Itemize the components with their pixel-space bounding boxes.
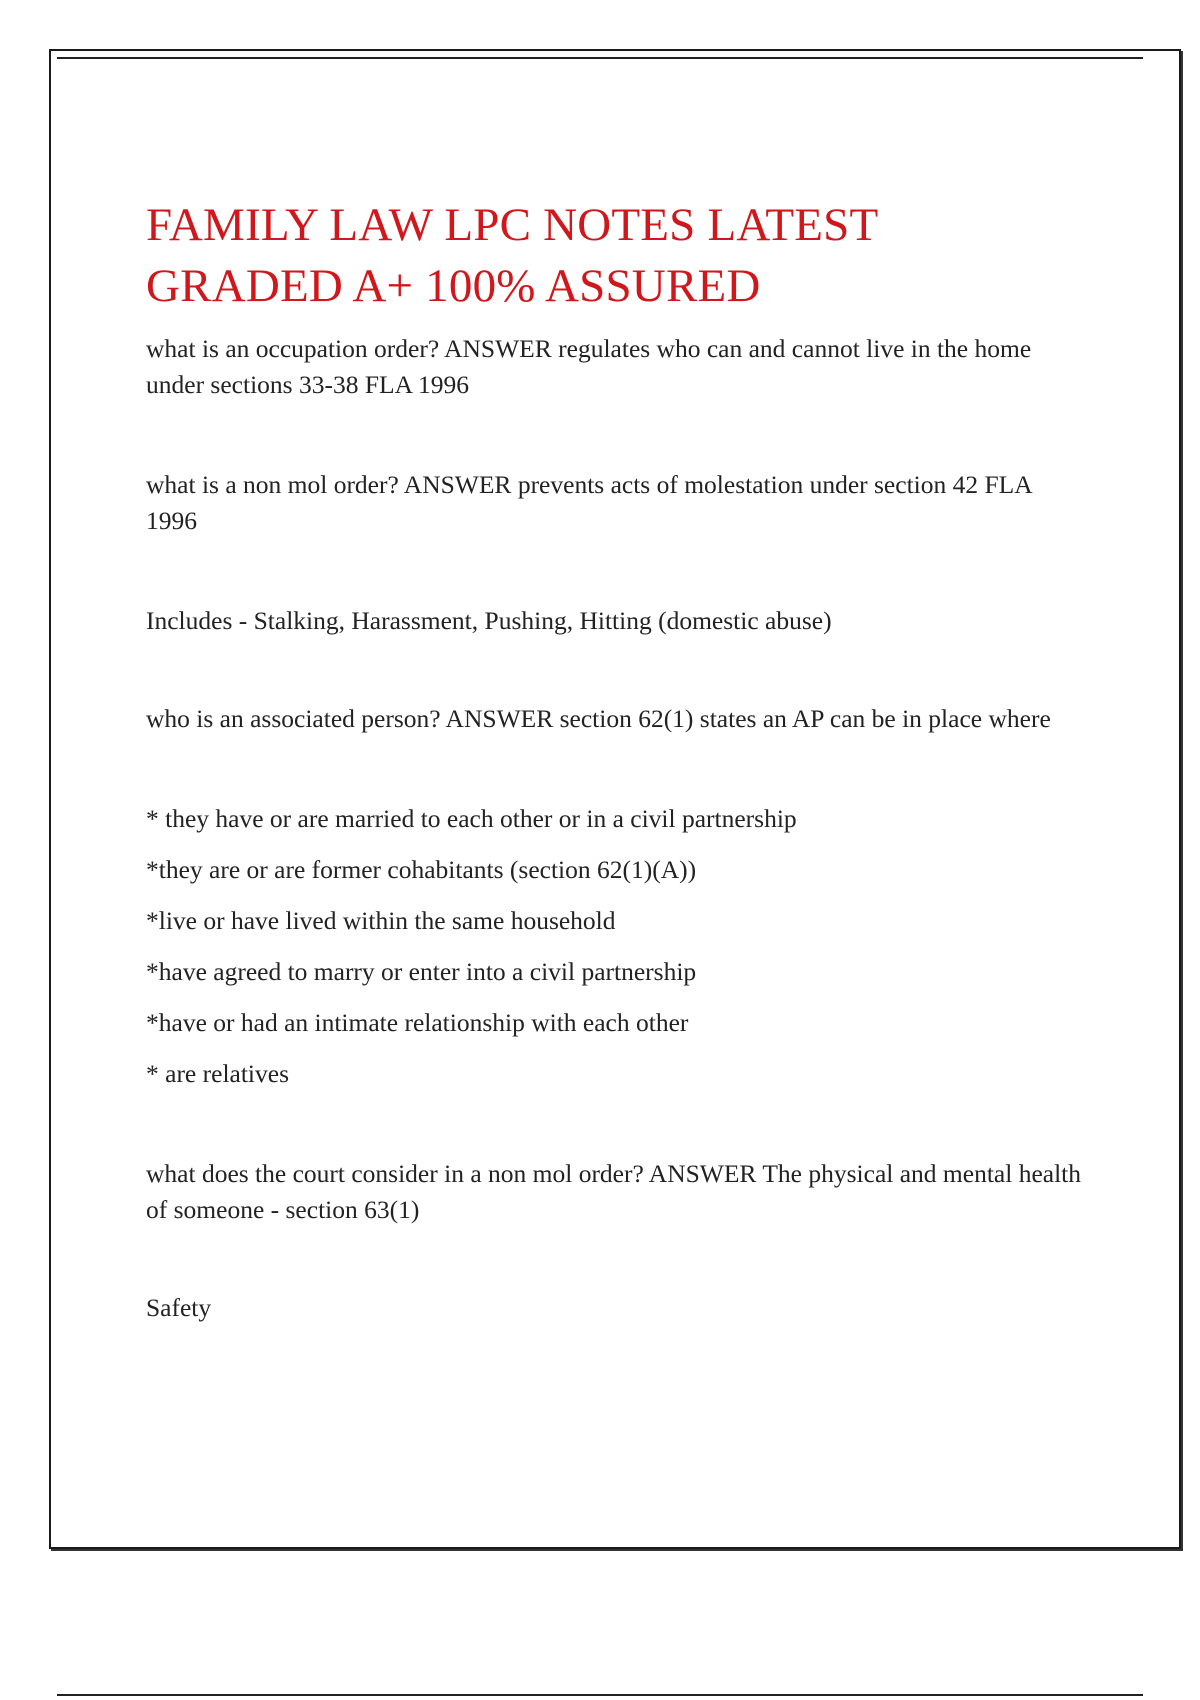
list-item: *they are or are former cohabitants (section 62(1)(A)): [146, 855, 697, 884]
list-item: * are relatives: [146, 1059, 290, 1088]
associated-person-list: [146, 801, 1086, 1092]
qa-associated-person: who is an associated person? ANSWER section 62(1) states an AP can be in place where: [146, 704, 1051, 733]
qa-non-mol-order: what is a non mol order? ANSWER prevents acts of molestation under section 42 FLA 1996: [146, 470, 1032, 535]
list-item: *live or have lived within the same household: [146, 906, 616, 935]
includes-line: Includes - Stalking, Harassment, Pushing, Hitting (domestic abuse): [146, 606, 832, 635]
safety-line: Safety: [146, 1293, 212, 1322]
bottom-rule: [57, 1694, 1143, 1696]
qa-occupation-order: what is an occupation order? ANSWER regulates who can and cannot live in the home under sections 33-38 FLA 1996: [146, 334, 1032, 399]
list-item: * they have or are married to each other or in a civil partnership: [146, 804, 797, 833]
list-item: *have or had an intimate relationship with each other: [146, 1008, 689, 1037]
list-item: *have agreed to marry or enter into a civil partnership: [146, 957, 697, 986]
document-title: FAMILY LAW LPC NOTES LATEST GRADED A+ 100% ASSURED: [146, 199, 878, 312]
document-content: [146, 195, 1086, 1326]
qa-court-consideration: what does the court consider in a non mol order? ANSWER The physical and mental health of someone - section 63(1): [146, 1159, 1081, 1224]
